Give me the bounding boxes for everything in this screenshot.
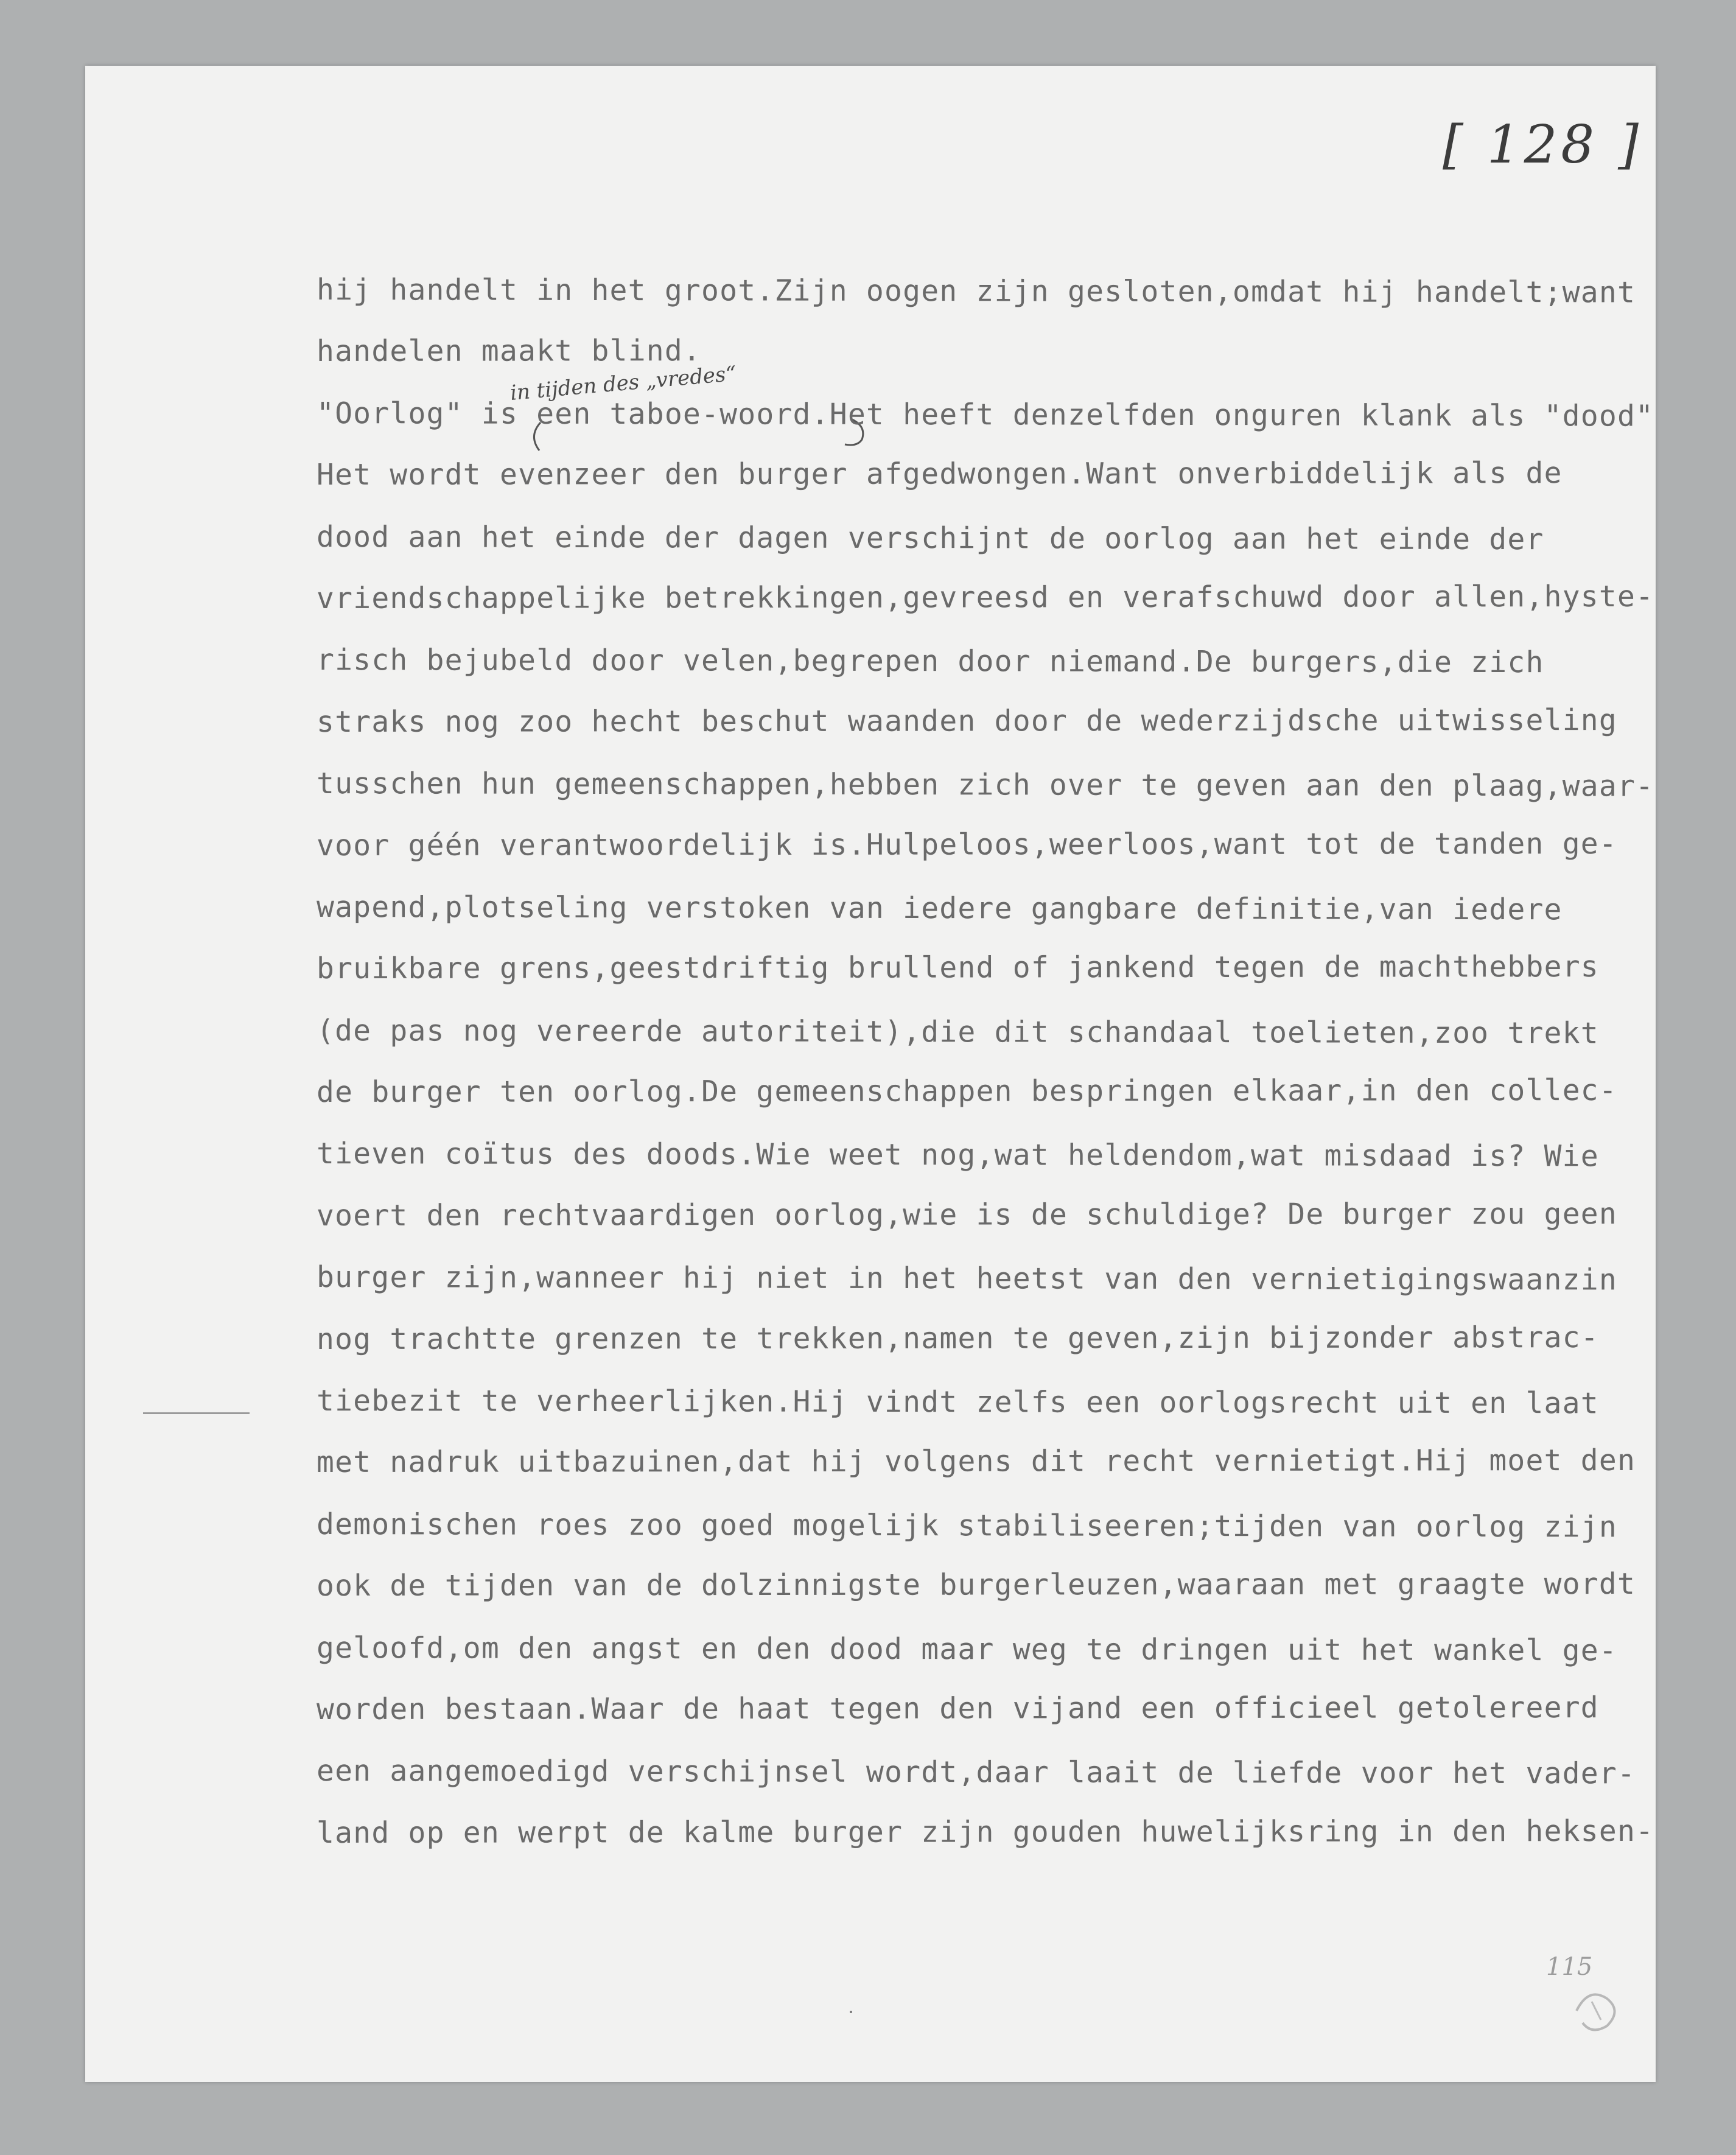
text-line: hij handelt in het groot.Zijn oogen zijn gesloten,omdat hij handelt;want	[316, 273, 1636, 310]
faint-stamp-icon	[1564, 1974, 1631, 2041]
text-line: vriendschappelijke betrekkingen,gevreesd en verafschuwd door allen,hyste-	[316, 579, 1654, 615]
text-line: land op en werpt de kalme burger zijn gouden huwelijksring in den heksen-	[316, 1813, 1654, 1850]
text-line: "Oorlog" is een taboe-woord.Het heeft denzelfden onguren klank als "dood"	[316, 396, 1654, 433]
text-line: demonischen roes zoo goed mogelijk stabiliseeren;tijden van oorlog zijn	[316, 1507, 1618, 1544]
text-line: geloofd,om den angst en den dood maar weg te dringen uit het wankel ge-	[316, 1630, 1618, 1668]
text-line: burger zijn,wanneer hij niet in het heetst van den vernietigingswaanzin	[316, 1260, 1618, 1297]
text-line: tusschen hun gemeenschappen,hebben zich over te geven aan den plaag,waar-	[316, 766, 1654, 804]
text-line: voor géén verantwoordelijk is.Hulpeloos,weerloos,want tot de tanden ge-	[316, 826, 1618, 863]
margin-rule	[143, 1412, 250, 1414]
text-line: Het wordt evenzeer den burger afgedwongen.Want onverbiddelijk als de	[316, 456, 1563, 492]
text-line: de burger ten oorlog.De gemeenschappen bespringen elkaar,in den collec-	[316, 1073, 1618, 1110]
text-line: handelen maakt blind.	[316, 334, 702, 369]
typescript-body	[317, 273, 1656, 1877]
typescript-page	[85, 66, 1656, 2082]
text-line: straks nog zoo hecht beschut waanden door de wederzijdsche uitwisseling	[316, 703, 1618, 739]
text-line: risch bejubeld door velen,begrepen door niemand.De burgers,die zich	[316, 643, 1544, 680]
text-line: nog trachtte grenzen te trekken,namen te geven,zijn bijzonder abstrac-	[316, 1320, 1599, 1356]
text-line: dood aan het einde der dagen verschijnt de oorlog aan het einde der	[316, 519, 1544, 556]
text-line: wapend,plotseling verstoken van iedere gangbare definitie,van iedere	[316, 889, 1563, 927]
handwritten-insertion: in tijden des „vredes“	[509, 361, 738, 405]
text-line: voert den rechtvaardigen oorlog,wie is de schuldige? De burger zou geen	[316, 1196, 1618, 1233]
punch-dot	[850, 2011, 852, 2013]
text-line: bruikbare grens,geestdriftig brullend of jankend tegen de machthebbers	[316, 950, 1599, 986]
text-line: met nadruk uitbazuinen,dat hij volgens dit recht vernietigt.Hij moet den	[316, 1443, 1636, 1480]
text-line: tieven coïtus des doods.Wie weet nog,wat heldendom,wat misdaad is? Wie	[316, 1137, 1599, 1174]
text-line: worden bestaan.Waar de haat tegen den vijand een officieel getolereerd	[316, 1691, 1599, 1726]
text-line: een aangemoedigd verschijnsel wordt,daar laait de liefde voor het vader-	[316, 1754, 1636, 1791]
archive-mark: 115	[1546, 1953, 1593, 1981]
text-line: ook de tijden van de dolzinnigste burgerleuzen,waaraan met graagte wordt	[316, 1567, 1636, 1603]
text-line: (de pas nog vereerde autoriteit),die dit schandaal toelieten,zoo trekt	[316, 1013, 1599, 1051]
page-number: [ 128 ]	[1443, 114, 1642, 175]
text-line: tiebezit te verheerlijken.Hij vindt zelfs een oorlogsrecht uit en laat	[316, 1384, 1599, 1421]
